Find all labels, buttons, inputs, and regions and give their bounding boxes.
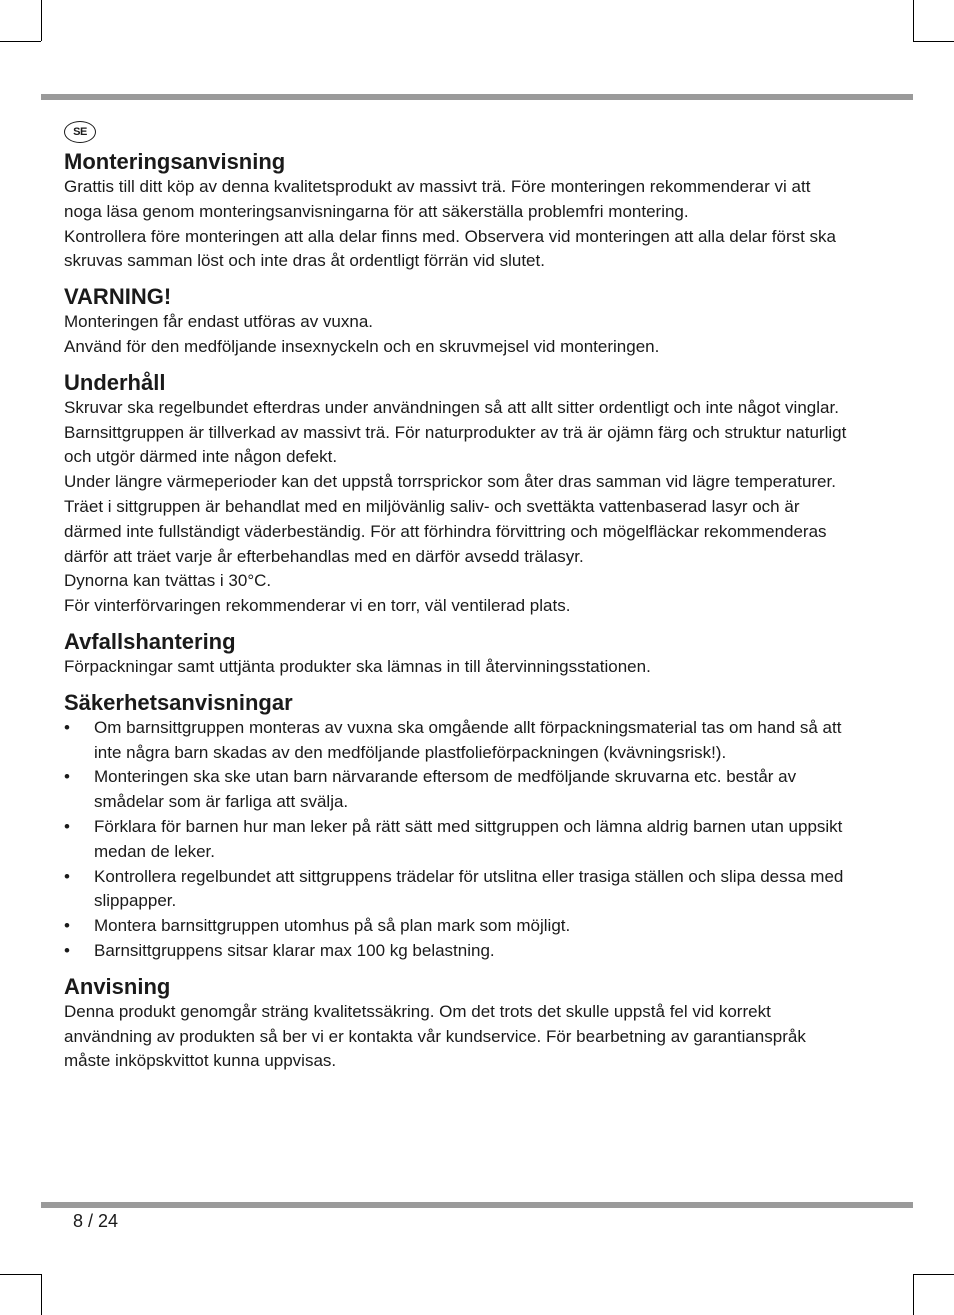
- list-item: • Om barnsittgruppen monteras av vuxna ska omgående allt förpackningsmaterial tas om hand så att inte några barn skadas av den medföljande plastfolieförpackningen (kvävningsrisk!).: [64, 716, 849, 766]
- safety-list: [64, 716, 849, 964]
- crop-mark: [913, 1274, 914, 1315]
- section-heading: Anvisning: [64, 973, 171, 999]
- section-assembly: [64, 149, 849, 274]
- section-heading: VARNING!: [64, 284, 172, 310]
- section-heading: Monteringsanvisning: [64, 149, 286, 174]
- list-item: • Barnsittgruppens sitsar klarar max 100 kg belastning.: [64, 939, 849, 964]
- crop-mark: [0, 41, 41, 42]
- crop-mark: [41, 1274, 42, 1315]
- paragraph: Denna produkt genomgår sträng kvalitetssäkring. Om det trots det skulle uppstå fel vid korrekt användning av produkten så ber vi er kontakta vår kundservice. För bearbetning av garantianspråk måste inköpskvittot kunna uppvisas.: [64, 1001, 806, 1071]
- section-warning: [64, 284, 849, 360]
- crop-mark: [41, 0, 42, 41]
- bottom-rule: [41, 1202, 913, 1208]
- paragraph: Använd för den medföljande insexnyckeln och en skruvmejsel vid monteringen.: [64, 336, 660, 356]
- page-content: [64, 121, 849, 1084]
- section-safety: [64, 690, 849, 964]
- page-number: 8 / 24: [73, 1211, 119, 1231]
- crop-mark: [0, 1274, 41, 1275]
- language-badge: SE: [64, 121, 96, 143]
- paragraph: Kontrollera före monteringen att alla delar finns med. Observera vid monteringen att alla delar först ska skruvas samman löst och inte dras åt ordentligt förrän vid slutet.: [64, 226, 837, 271]
- crop-mark: [913, 0, 914, 41]
- paragraph: För vinterförvaringen rekommenderar vi en torr, väl ventilerad plats.: [64, 596, 571, 616]
- paragraph: Skruvar ska regelbundet efterdras under användningen så att allt sitter ordentligt och inte något vinglar. Barnsittgruppen är tillverkad av massivt trä. För naturprodukter av trä är ojämn färg och struktur naturligt och utgör därmed inte någon defekt.: [64, 397, 847, 467]
- paragraph: Dynorna kan tvättas i 30°C.: [64, 571, 272, 591]
- section-disposal: [64, 629, 849, 680]
- paragraph: Förpackningar samt uttjänta produkter ska lämnas in till återvinningsstationen.: [64, 656, 651, 676]
- paragraph: Under längre värmeperioder kan det uppstå torrsprickor som åter dras samman vid lägre temperaturer. Träet i sittgruppen är behandlat med en miljövänlig saliv- och svettäkta vattenbaserad lasyr och är därmed inte fullständigt väderbeständig. För att förhindra förvittring och mögelfläckar rekommenderas därför att träet varje år efterbehandlas med en därför avsedd trälasyr.: [64, 472, 836, 566]
- crop-mark: [913, 1274, 954, 1275]
- top-rule: [41, 94, 913, 100]
- paragraph: Monteringen får endast utföras av vuxna.: [64, 312, 374, 332]
- section-notice: [64, 974, 849, 1074]
- list-item: • Monteringen ska ske utan barn närvarande eftersom de medföljande skruvarna etc. består av smådelar som är farliga att svälja.: [64, 765, 849, 815]
- section-heading: Säkerhetsanvisningar: [64, 689, 293, 715]
- list-item: • Förklara för barnen hur man leker på rätt sätt med sittgruppen och lämna aldrig barnen utan uppsikt medan de leker.: [64, 815, 849, 865]
- crop-mark: [913, 41, 954, 42]
- list-item: • Kontrollera regelbundet att sittgruppens trädelar för utslitna eller trasiga ställen och slipa dessa med slippapper.: [64, 865, 849, 915]
- paragraph: Grattis till ditt köp av denna kvalitetsprodukt av massivt trä. Före monteringen rekommenderar vi att noga läsa genom monteringsanvisningarna för att säkerställa problemfri montering.: [64, 177, 811, 221]
- section-heading: Underhåll: [64, 369, 166, 395]
- section-heading: Avfallshantering: [64, 628, 236, 654]
- list-item: • Montera barnsittgruppen utomhus på så plan mark som möjligt.: [64, 914, 849, 939]
- section-maintenance: [64, 370, 849, 619]
